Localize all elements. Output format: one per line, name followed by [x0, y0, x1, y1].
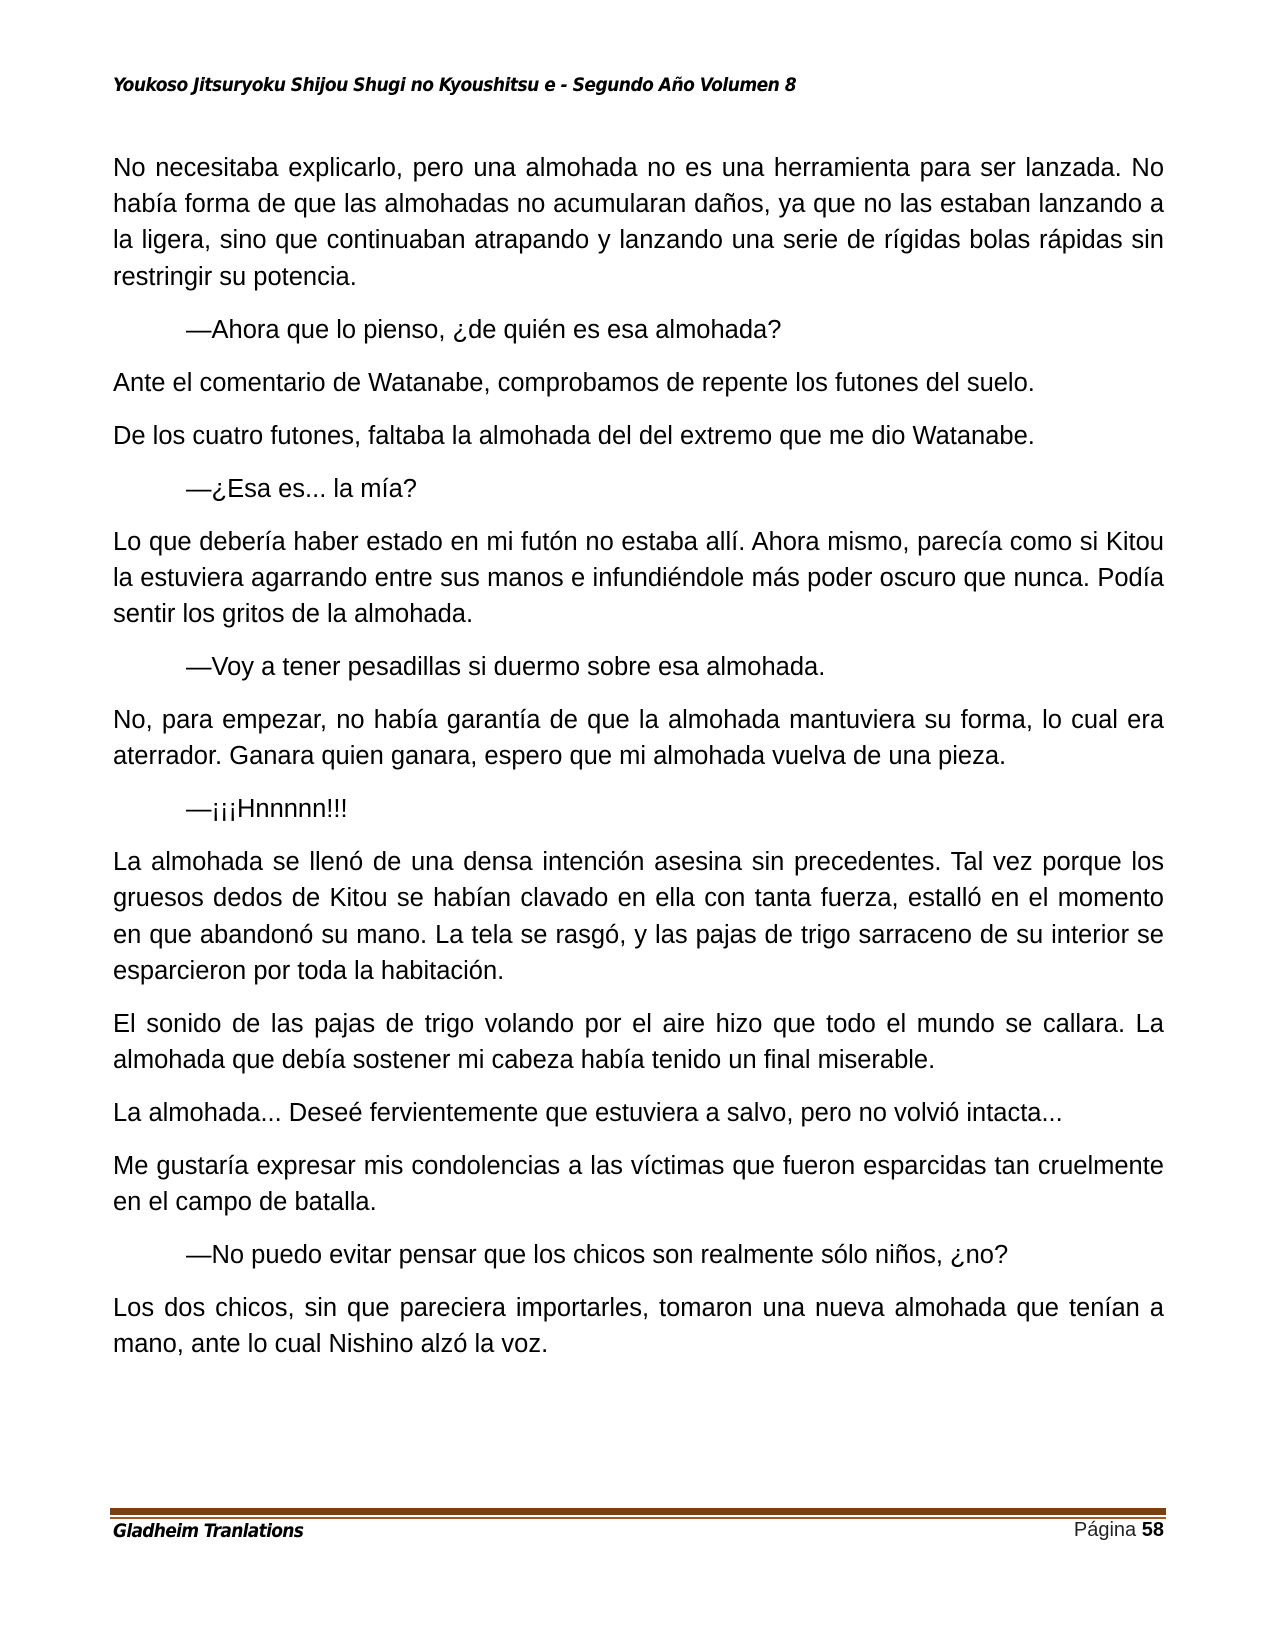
paragraph: Los dos chicos, sin que pareciera importarles, tomaron una nueva almohada que tenían a mano, ante lo cual Nishino alzó la voz.	[113, 1294, 1164, 1359]
paragraph: Ante el comentario de Watanabe, comprobamos de repente los futones del suelo.	[113, 368, 1035, 397]
paragraph: No necesitaba explicarlo, pero una almohada no es una herramienta para ser lanzada. No había forma de que las almohadas no acumularan daños, ya que no las estaban lanzando a la ligera, sino que continuaban atrapando y lanzando una serie de rígidas bolas rápidas sin restringir su potencia.	[113, 154, 1164, 291]
page-label: Página	[1073, 1519, 1137, 1541]
paragraph: No, para empezar, no había garantía de que la almohada mantuviera su forma, lo cual era aterrador. Ganara quien ganara, espero que mi almohada vuelva de una pieza.	[113, 706, 1164, 771]
paragraph: Lo que debería haber estado en mi futón no estaba allí. Ahora mismo, parecía como si Kitou la estuviera agarrando entre sus manos e infundiéndole más poder oscuro que nunca. Podía sentir los gritos de la almohada.	[113, 527, 1164, 629]
page-number: 58	[1141, 1519, 1164, 1541]
dialogue-line: —Voy a tener pesadillas si duermo sobre esa almohada.	[186, 653, 826, 682]
paragraph: La almohada se llenó de una densa intención asesina sin precedentes. Tal vez porque los gruesos dedos de Kitou se habían clavado en ella con tanta fuerza, estalló en el momento en que abandonó su mano. La tela se rasgó, y las pajas de trigo sarraceno de su interior se esparcieron por toda la habitación.	[113, 848, 1164, 985]
footer-divider	[110, 1508, 1166, 1515]
page-body	[113, 150, 1164, 1379]
dialogue-line: —¡¡¡Hnnnnn!!!	[186, 795, 348, 824]
paragraph: De los cuatro futones, faltaba la almohada del del extremo que me dio Watanabe.	[113, 421, 1035, 450]
dialogue-line: —Ahora que lo pienso, ¿de quién es esa almohada?	[186, 315, 782, 344]
running-header-title: Youkoso Jitsuryoku Shijou Shugi no Kyoushitsu e - Segundo Año Volumen 8	[113, 74, 797, 96]
paragraph: El sonido de las pajas de trigo volando por el aire hizo que todo el mundo se callara. La almohada que debía sostener mi cabeza había tenido un final miserable.	[113, 1009, 1164, 1075]
paragraph: La almohada... Deseé fervientemente que estuviera a salvo, pero no volvió intacta...	[113, 1099, 1063, 1128]
page-number-label	[1074, 1519, 1164, 1542]
dialogue-line: —¿Esa es... la mía?	[186, 474, 417, 503]
footer-credit: Gladheim Tranlations	[113, 1520, 304, 1542]
footer-divider-thin	[110, 1517, 1166, 1519]
dialogue-line: —No puedo evitar pensar que los chicos son realmente sólo niños, ¿no?	[186, 1241, 1009, 1270]
paragraph: Me gustaría expresar mis condolencias a las víctimas que fueron esparcidas tan cruelmente en el campo de batalla.	[113, 1152, 1164, 1217]
